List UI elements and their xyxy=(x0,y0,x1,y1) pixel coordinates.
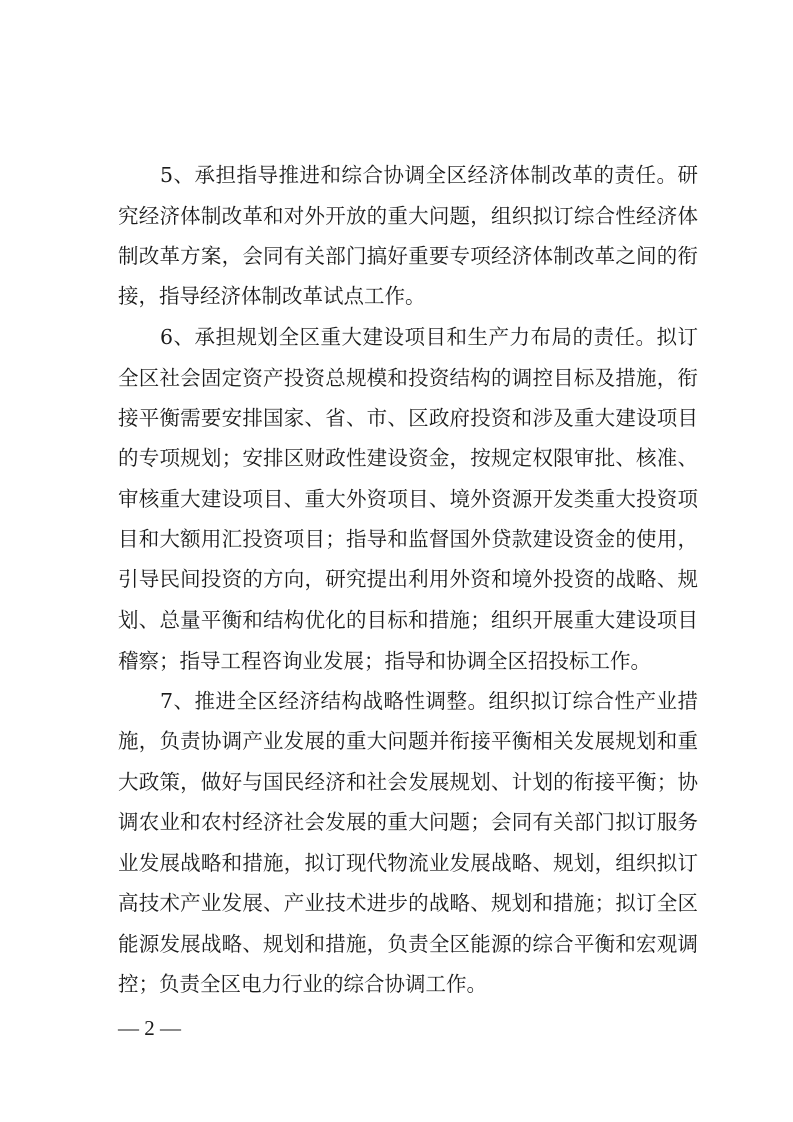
paragraph-6-line-2: 全区社会固定资产投资总规模和投资结构的调控目标及措施，衔 xyxy=(118,366,698,390)
paragraph-6-line-4: 的专项规划；安排区财政性建设资金，按规定权限审批、核准、 xyxy=(118,446,698,470)
paragraph-6-line-7: 引导民间投资的方向，研究提出利用外资和境外投资的战略、规 xyxy=(118,567,698,591)
paragraph-6-line-3: 接平衡需要安排国家、省、市、区政府投资和涉及重大建设项目 xyxy=(118,406,698,430)
paragraph-6-line-1: 6、承担规划全区重大建设项目和生产力布局的责任。拟订 xyxy=(160,325,698,349)
paragraph-5-line-3: 制改革方案，会同有关部门搞好重要专项经济体制改革之间的衔 xyxy=(118,244,698,268)
paragraph-7-line-6: 高技术产业发展、产业技术进步的战略、规划和措施；拟订全区 xyxy=(118,891,698,915)
paragraph-6-line-9: 稽察；指导工程咨询业发展；指导和协调全区招投标工作。 xyxy=(118,649,651,673)
paragraph-6-line-5: 审核重大建设项目、重大外资项目、境外资源开发类重大投资项 xyxy=(118,487,698,511)
paragraph-7-line-4: 调农业和农村经济社会发展的重大问题；会同有关部门拟订服务 xyxy=(118,810,698,834)
paragraph-5-line-4: 接，指导经济体制改革试点工作。 xyxy=(118,284,426,308)
paragraph-7-line-2: 施，负责协调产业发展的重大问题并衔接平衡相关发展规划和重 xyxy=(118,729,698,753)
paragraph-7-line-7: 能源发展战略、规划和措施，负责全区能源的综合平衡和宏观调 xyxy=(118,932,698,956)
paragraph-6-line-8: 划、总量平衡和结构优化的目标和措施；组织开展重大建设项目 xyxy=(118,608,698,632)
paragraph-7-line-8: 控；负责全区电力行业的综合协调工作。 xyxy=(118,972,487,996)
paragraph-7-line-3: 大政策，做好与国民经济和社会发展规划、计划的衔接平衡；协 xyxy=(118,770,698,794)
paragraph-7-line-1: 7、推进全区经济结构战略性调整。组织拟订综合性产业措 xyxy=(160,689,698,713)
paragraph-7-line-5: 业发展战略和措施，拟订现代物流业发展战略、规划，组织拟订 xyxy=(118,851,698,875)
paragraph-5-line-1: 5、承担指导推进和综合协调全区经济体制改革的责任。研 xyxy=(160,163,698,187)
paragraph-6-line-6: 目和大额用汇投资项目；指导和监督国外贷款建设资金的使用， xyxy=(118,527,698,551)
paragraph-5-line-2: 究经济体制改革和对外开放的重大问题，组织拟订综合性经济体 xyxy=(118,204,698,228)
page-number: — 2 — xyxy=(118,1016,181,1040)
